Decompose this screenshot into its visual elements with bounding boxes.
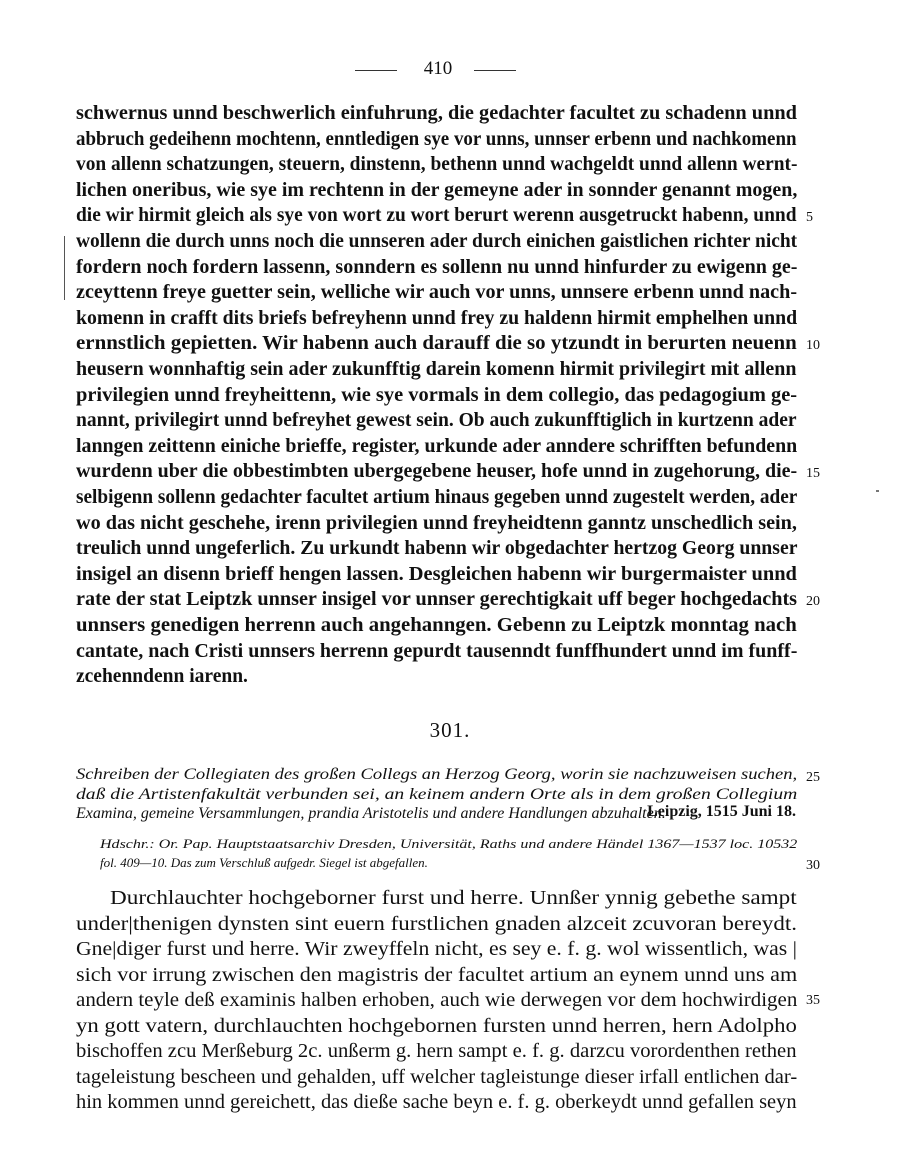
line-number: 20: [806, 594, 820, 609]
header-rule-left: [355, 70, 397, 71]
text-line: Hdschr.: Or. Pap. Hauptstaatsarchiv Dresden, Universität, Raths und andere Händel 1367—1537 loc. 10532: [100, 836, 798, 851]
text-line: lichen oneribus, wie sye im rechtenn in der gemeyne ader in sonnder genannt mogen,: [76, 179, 798, 201]
text-line: yn gott vatern, durchlauchten hochgebornen fursten unnd herren, hern Adolpho: [76, 1015, 797, 1037]
line-number: 10: [806, 338, 820, 353]
text-line: fordern noch fordern lassenn, sonndern es sollenn nu unnd hinfurder zu ewigenn ge-: [76, 256, 798, 278]
text-line: ernnstlich gepietten. Wir habenn auch darauff die so ytzundt in berurten neuenn: [76, 333, 797, 355]
text-line: lanngen zeittenn einiche brieffe, register, urkunde ader anndere schrifften befundenn: [76, 435, 798, 457]
text-line: andern teyle deß examinis halben erhoben, auch wie derwegen vor dem hochwirdigen: [76, 990, 798, 1011]
text-line: fol. 409—10. Das zum Verschluß aufgedr. Siegel ist abgefallen.: [100, 855, 428, 870]
text-line: treulich unnd ungeferlich. Zu urkundt habenn wir obgedachter hertzog Georg unnser: [76, 538, 798, 560]
text-line: zceyttenn freye guetter sein, welliche wir auch vor unns, unnsere erbenn unnd nach-: [76, 282, 798, 304]
text-line: Durchlauchter hochgeborner furst und herre. Unnßer ynnig gebethe sampt: [110, 888, 797, 909]
line-number: 5: [806, 210, 813, 225]
line-number: 30: [806, 858, 820, 873]
line-number: 15: [806, 466, 820, 481]
text-line: selbigenn sollenn gedachter facultet artium hinaus gegeben unnd zugestelt werden, ader: [76, 487, 798, 508]
page-number: 410: [423, 58, 453, 79]
text-line: von allenn schatzungen, steuern, dinstenn, bethenn unnd wachgeldt unnd allenn wernt-: [76, 154, 798, 176]
text-line: komenn in crafft dits briefs befreyhenn unnd frey zu haldenn hirmit emphelhen unnd: [76, 307, 798, 329]
text-line: die wir hirmit gleich als sye von wort zu wort berurt werenn ausgetruckt habenn, unnd: [76, 205, 797, 227]
text-line: hin kommen unnd gereichett, das dieße sache beyn e. f. g. oberkeydt unnd gefallen seyn: [76, 1092, 797, 1113]
page-header: [0, 58, 900, 82]
text-line: tageleistung bescheen und gehalden, uff welcher tagleistunge dieser irfall entlichen dar-: [76, 1066, 798, 1088]
text-line: heusern wonnhaftig sein ader zukunfftig darein komenn hirmit privilegirt mit allenn: [76, 359, 797, 380]
text-line: sich vor irrung zwischen den magistris der facultet artium an eynem unnd uns am: [76, 964, 798, 986]
text-line: Schreiben der Collegiaten des großen Collegs an Herzog Georg, worin sie nachzuweisen suchen,: [76, 766, 798, 783]
text-line: schwernus unnd beschwerlich einfuhrung, die gedachter facultet zu schadenn unnd: [76, 103, 797, 124]
text-line: wo das nicht geschehe, irenn privilegien unnd freyheidtenn ganntz unschedlich sein,: [76, 512, 797, 534]
text-line: daß die Artistenfakultät verbunden sei, an keinem andern Orte als in dem großen Collegium: [76, 785, 798, 803]
text-line: zcehenndenn iarenn.: [76, 666, 248, 688]
text-line: under|thenigen dynsten sint euern furstlichen gnaden alzceit zcuvoran bereydt.: [76, 913, 797, 935]
header-rule-right: [474, 70, 516, 71]
document-number: 301.: [429, 718, 471, 742]
text-line: rate der stat Leiptzk unnser insigel vor unnser gerechtigkait uff beger hochgedachts: [76, 589, 798, 611]
text-line: abbruch gedeihenn mochtenn, enntledigen sye vor unns, unnser erbenn und nachkomenn: [76, 128, 797, 150]
text-line: insigel an disenn brieff hengen lassen. Desgleichen habenn wir burgermaister unnd: [76, 563, 797, 585]
line-number: 35: [806, 993, 820, 1008]
text-line: nannt, privilegirt unnd befreyhet gewest sein. Ob auch zukunfftiglich in kurtzenn ader: [76, 410, 797, 432]
text-line: wollenn die durch unns noch die unnseren ader durch einichen gaistlichen richter nicht: [76, 231, 798, 252]
text-line: unnsers genedigen herrenn auch angehanngen. Gebenn zu Leiptzk monntag nach: [76, 615, 797, 636]
text-line: Examina, gemeine Versammlungen, prandia Aristotelis und andere Handlungen abzuhalten.: [76, 805, 666, 822]
text-line: cantate, nach Cristi unnsers herrenn gepurdt tausenndt funffhundert unnd im funff-: [76, 640, 798, 662]
text-line: Gne|diger furst und herre. Wir zweyffeln nicht, es sey e. f. g. wol wissentlich, was |: [76, 939, 798, 960]
text-line: wurdenn uber die obbestimbten ubergegebene heuser, hofe unnd in zugehorung, die-: [76, 461, 798, 483]
margin-bracket: [64, 236, 65, 300]
text-line: privilegien unnd freyheittenn, wie sye vormals in dem collegio, das pedagogium ge-: [76, 384, 798, 406]
place-date: Leipzig, 1515 Juni 18.: [647, 803, 796, 820]
scan-speck: [876, 490, 879, 492]
line-number: 25: [806, 770, 820, 785]
text-line: bischoffen zcu Merßeburg 2c. unßerm g. hern sampt e. f. g. darzcu vorordenthen rethen: [76, 1041, 797, 1062]
